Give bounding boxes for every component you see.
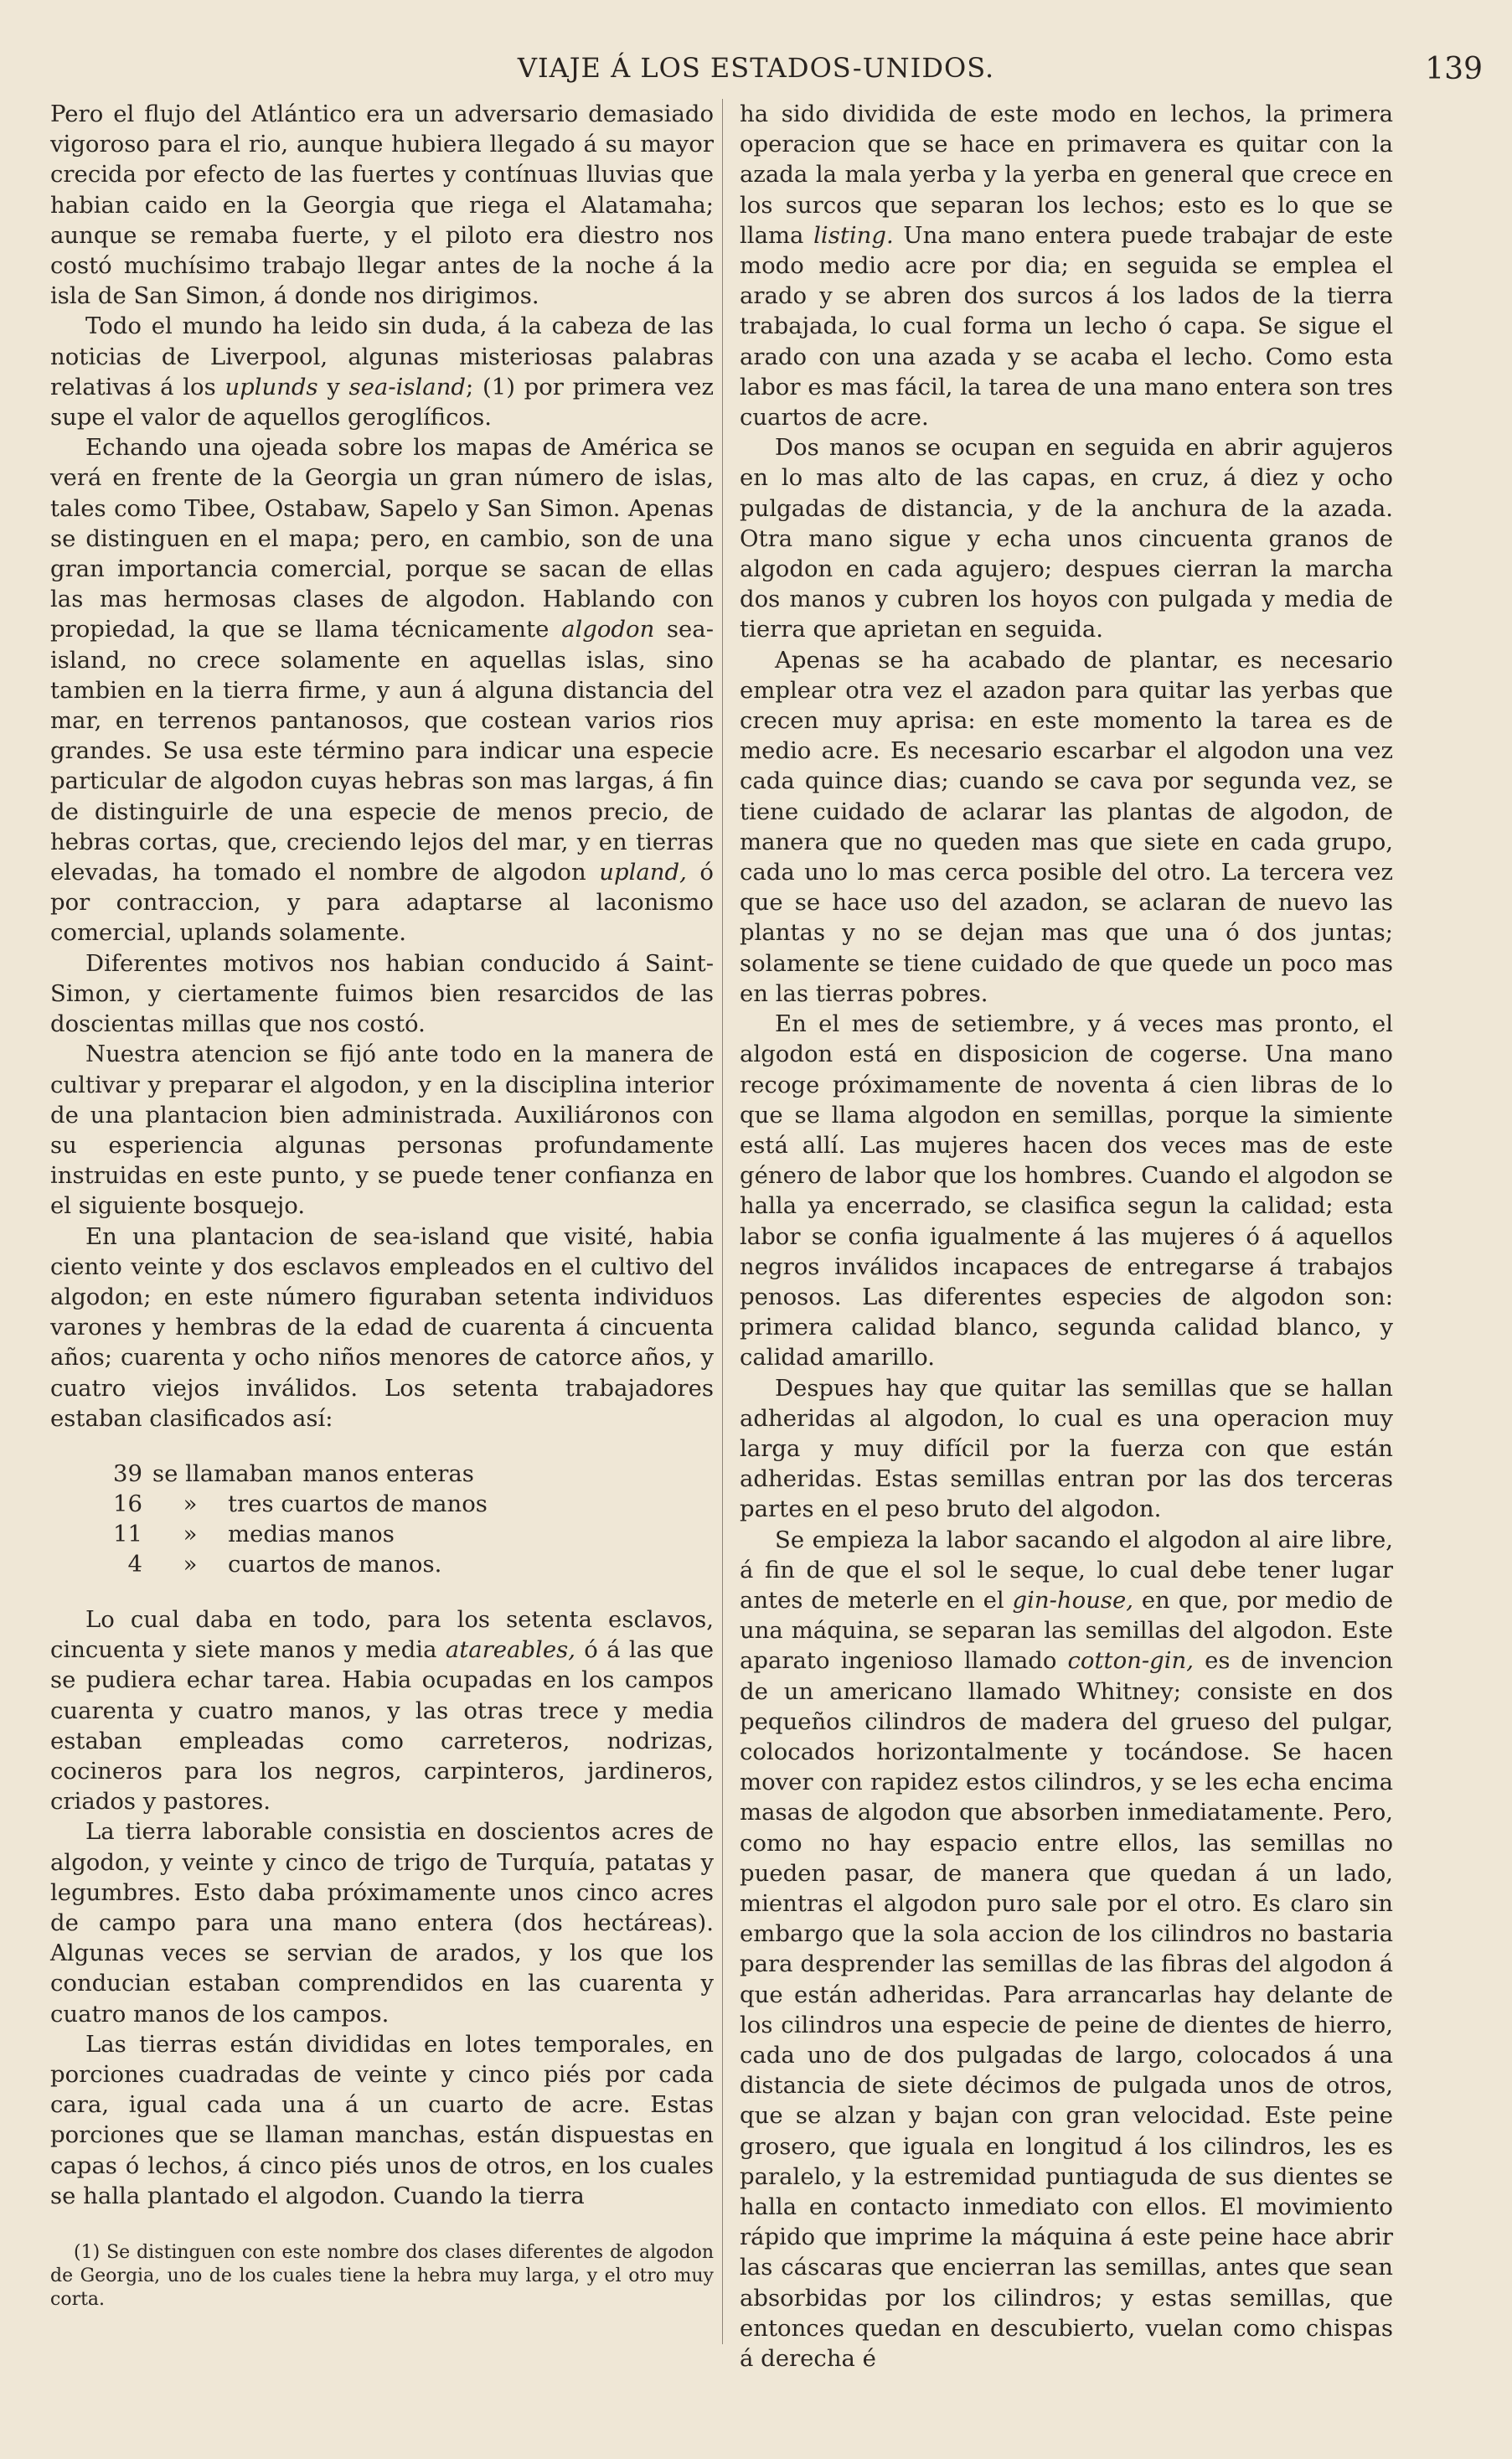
paragraph: En el mes de setiembre, y á veces mas pronto, el algodon está en disposicion de cogerse. Una mano recoge próximamente de noventa á cien libras de lo que se llama algodon en semillas, porque la simiente está allí. Las mujeres hacen dos veces mas de este género de labor que los hombres. Cuando el algodon se halla ya encerrado, se clasifica segun la calidad; esta labor se confia igualmente á las mujeres ó á aquellos negros inválidos incapaces de entregarse á trabajos penosos. Las diferentes especies de algodon son: primera calidad blanco, segunda calidad blanco, y calidad amarillo. [740,1010,1393,1372]
text-run: Todo el mundo ha leido sin duda, á la cabeza de las noticias de Liverpool, algunas misteriosas palabras relativas á los [50,313,714,400]
text-run: ha sido dividida de este modo en lechos, la primera operacion que se hace en primavera es quitar con la azada la mala yerba y la yerba en general que crece en los surcos que separan los lechos; esto es lo que se llama [740,101,1393,249]
paragraph: En una plantacion de sea-island que visité, habia ciento veinte y dos esclavos empleados en el cultivo del algodon; en este número figuraban setenta individuos varones y hembras de la edad de cuarenta á cincuenta años; cuarenta y ocho niños menores de catorce años, y cuatro viejos inválidos. Los setenta trabajadores estaban clasificados así: [50,1222,714,1432]
italic-term: algodon [561,616,655,643]
tally-count: 4 [127,1550,142,1578]
running-title: VIAJE Á LOS ESTADOS-UNIDOS. [517,52,995,84]
left-column [50,99,714,2312]
workers-tally [50,1459,714,1579]
text-run: ó á las que se pudiera echar tarea. Habia ocupadas en los campos cuarenta y cuatro manos, y las otras trece y media estaban empleadas como carreteros, nodrizas, cocineros para los negros, carpinteros, jardineros, criados y pastores. [50,1636,715,1816]
tally-connector: se llamaban [152,1459,293,1487]
paragraph [740,1525,1393,2374]
italic-term: uplunds [224,373,318,400]
paragraph: Las tierras están divididas en lotes temporales, en porciones cuadradas de veinte y cinco piés por cada cara, igual cada una á un cuarto de acre. Estas porciones que se llaman manchas, están dispuestas en capas ó lechos, á cinco piés unos de otros, en los cuales se halla plantado el algodon. Cuando la tierra [50,2030,714,2209]
text-run: ó por contraccion, y para adaptarse al laconismo comercial, uplands solamente. [50,859,714,947]
tally-count: 39 [113,1459,142,1487]
tally-row [50,1519,714,1549]
tally-label: medias manos [228,1520,395,1547]
paragraph [740,99,1393,432]
paragraph: Apenas se ha acabado de plantar, es necesario emplear otra vez el azadon para quitar las yerbas que crecen muy aprisa: en este momento la tarea es de medio acre. Es necesario escarbar el algodon una vez cada quince dias; cuando se cava por segunda vez, se tiene cuidado de aclarar las plantas de algodon, de manera que no queden mas que siete en cada grupo, cada uno lo mas cerca posible del otro. La tercera vez que se hace uso del azadon, se aclaran de nuevo las plantas y no se dejan mas que una ó dos juntas; solamente se tiene cuidado de que quede un poco mas en las tierras pobres. [740,646,1393,1007]
tally-ditto-mark: » [183,1490,198,1517]
text-run: en que, por medio de una máquina, se separan las semillas del algodon. Este aparato ingenioso llamado [740,1586,1394,1675]
page-number: 139 [1425,52,1483,86]
italic-term: upland, [599,859,687,886]
paragraph [50,432,714,948]
italic-term: atareables, [445,1636,575,1664]
footnote: (1) Se distinguen con este nombre dos clases diferentes de algodon de Georgia, uno de los cuales tiene la hebra muy larga, y el otro muy corta. [50,2242,714,2310]
paragraph: Diferentes motivos nos habian conducido á Saint-Simon, y ciertamente fuimos bien resarcidos de las doscientas millas que nos costó. [50,949,714,1038]
paragraph [50,311,714,432]
text-run: es de invencion de un americano llamado Whitney; consiste en dos pequeños cilindros de madera del grueso del pulgar, colocados horizontalmente y tocándose. Se hacen mover con rapidez estos cilindros, y se les echa encima masas de algodon que absorben inmediatamente. Pero, como no hay espacio entre ellos, las semillas no pueden pasar, de manera que quedan á un lado, mientras el algodon puro sale por el otro. Es claro sin embargo que la sola accion de los cilindros no bastaria para desprender las semillas de las fibras del algodon á que están adheridas. Para arrancarlas hay delante de los cilindros una especie de peine de dientes de hierro, cada uno de dos pulgadas de largo, colocados á una distancia de siete décimos de pulgada unos de otros, que se alzan y bajan con gran velocidad. Este peine grosero, que iguala en longitud á los cilindros, les es paralelo, y la estremidad puntiaguda de sus dientes se halla en contacto inmediato con ellos. El movimiento rápido que imprime la máquina á este peine hace abrir las cáscaras que encierran las semillas, antes que sean absorbidas por los cilindros; y estas semillas, que entonces quedan en descubierto, vuelan como chispas á derecha é [740,1647,1393,2373]
text-run: Una mano entera puede trabajar de este modo medio acre por dia; en seguida se emplea el arado y se abren dos surcos á los lados de la tierra trabajada, lo cual forma un lecho ó capa. Se sigue el arado con una azada y se acaba el lecho. Como esta labor es mas fácil, la tarea de una mano entera son tres cuartos de acre. [740,221,1393,431]
italic-term: gin-house, [1012,1586,1134,1614]
tally-label: manos enteras [302,1459,474,1487]
tally-ditto-mark: » [183,1520,198,1547]
text-run: sea-island, no crece solamente en aquellas islas, sino tambien en la tierra firme, y aun á alguna distancia del mar, en terrenos pantanosos, que costean varios rios grandes. Se usa este término para indicar una especie particular de algodon cuyas hebras son mas largas, á fin de distinguirle de una especie de menos precio, de hebras cortas, que, creciendo lejos del mar, y en tierras elevadas, ha tomado el nombre de algodon [50,616,714,886]
paragraph: Dos manos se ocupan en seguida en abrir agujeros en lo mas alto de las capas, en cruz, á diez y ocho pulgadas de distancia, y de la anchura de la azada. Otra mano sigue y echa unos cincuenta granos de algodon en cada agujero; despues cierran la marcha dos manos y cubren los hoyos con pulgada y media de tierra que aprietan en seguida. [740,434,1393,643]
italic-term: sea-island [348,373,467,400]
text-run: Lo cual daba en todo, para los setenta esclavos, cincuenta y siete manos y media [50,1605,714,1664]
paragraph: La tierra laborable consistia en doscientos acres de algodon, y veinte y cinco de trigo de Turquía, patatas y legumbres. Esto daba próximamente unos cinco acres de campo para una mano entera (dos hectáreas). Algunas veces se servian de arados, y los que los conducian estaban comprendidos en las cuarenta y cuatro manos de los campos. [50,1818,714,2028]
tally-label: cuartos de manos. [228,1550,442,1578]
paragraph: Despues hay que quitar las semillas que se hallan adheridas al algodon, lo cual es una operacion muy larga y muy difícil por la fuerza con que están adheridas. Estas semillas entran por las dos terceras partes en el peso bruto del algodon. [740,1374,1393,1523]
tally-count: 16 [113,1490,142,1517]
tally-row [50,1459,714,1489]
paragraph: Nuestra atencion se fijó ante todo en la manera de cultivar y preparar el algodon, y en la disciplina interior de una plantacion bien administrada. Auxiliáronos con su esperiencia algunas personas profundamente instruidas en este punto, y se puede tener confianza en el siguiente bosquejo. [50,1041,714,1220]
text-run: Echando una ojeada sobre los mapas de América se verá en frente de la Georgia un gran número de islas, tales como Tibee, Ostabaw, Sapelo y San Simon. Apenas se distinguen en el mapa; pero, en cambio, son de una gran importancia comercial, porque se sacan de ellas las mas hermosas clases de algodon. Hablando con propiedad, la que se llama técnicamente [50,434,714,643]
paragraph [50,1604,714,1816]
tally-row [50,1489,714,1519]
italic-term: cotton-gin, [1067,1647,1194,1675]
tally-count: 11 [113,1520,142,1547]
paragraph: Pero el flujo del Atlántico era un adversario demasiado vigoroso para el rio, aunque hubiera llegado á su mayor crecida por efecto de las fuertes y contínuas lluvias que habian caido en la Georgia que riega el Alatamaha; aunque se remaba fuerte, y el piloto era diestro nos costó muchísimo trabajo llegar antes de la noche á la isla de San Simon, á donde nos dirigimos. [50,101,714,310]
text-run: y [317,373,349,400]
text-run: ; (1) por primera vez supe el valor de aquellos geroglíficos. [50,373,714,431]
right-column [740,99,1393,2374]
tally-label: tres cuartos de manos [228,1490,488,1517]
text-run: Se empieza la labor sacando el algodon al aire libre, á fin de que el sol le seque, lo cual debe tener lugar antes de meterle en el [740,1526,1393,1614]
tally-ditto-mark: » [183,1550,198,1578]
tally-row [50,1549,714,1579]
italic-term: listing. [813,221,894,249]
column-divider [722,99,723,2344]
